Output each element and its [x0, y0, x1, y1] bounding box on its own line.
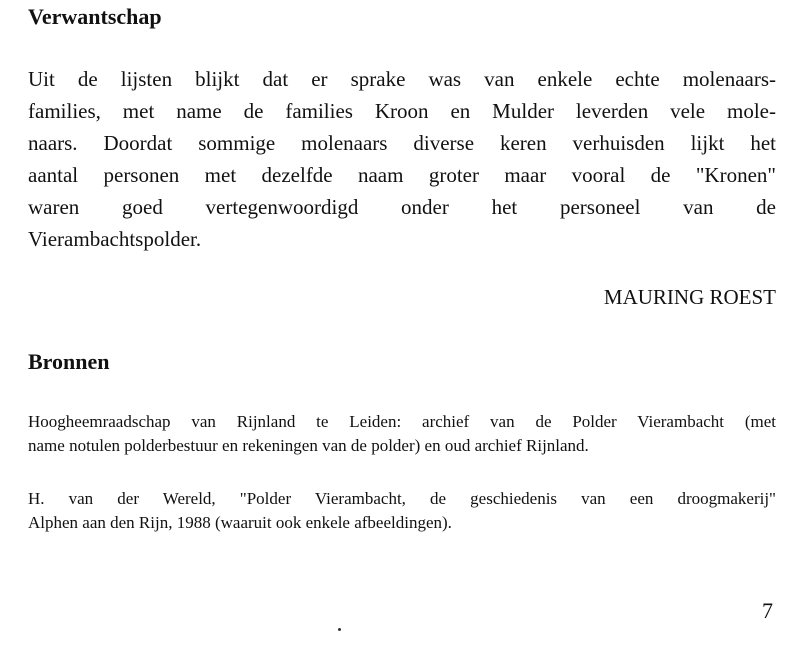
source-entry [28, 487, 776, 535]
scan-speck [338, 628, 341, 631]
source-entry [28, 410, 776, 458]
paragraph-line: waren goed vertegenwoordigd onder het personeel van de [28, 195, 776, 219]
source-line: Hoogheemraadschap van Rijnland te Leiden: archief van de Polder Vierambacht (met [28, 412, 776, 431]
paragraph-line: families, met name de families Kroon en Mulder leverden vele mole- [28, 99, 776, 123]
paragraph-line: Uit de lijsten blijkt dat er sprake was van enkele echte molenaars- [28, 67, 776, 91]
verwantschap-paragraph [28, 63, 776, 255]
source-line: H. van der Wereld, "Polder Vierambacht, de geschiedenis van een droogmakerij" [28, 489, 776, 508]
paragraph-line: Vierambachtspolder. [28, 227, 202, 251]
paragraph-line: aantal personen met dezelfde naam groter maar vooral de "Kronen" [28, 163, 776, 187]
source-line: name notulen polderbestuur en rekeningen van de polder) en oud archief Rijnland. [28, 436, 589, 455]
section-heading-verwantschap: Verwantschap [28, 4, 162, 29]
author-signature: MAURING ROEST [603, 285, 776, 309]
page-number: 7 [762, 598, 773, 623]
paragraph-line: naars. Doordat sommige molenaars diverse keren verhuisden lijkt het [28, 131, 776, 155]
section-heading-bronnen: Bronnen [28, 349, 110, 374]
source-line: Alphen aan den Rijn, 1988 (waaruit ook enkele afbeeldingen). [28, 513, 452, 532]
